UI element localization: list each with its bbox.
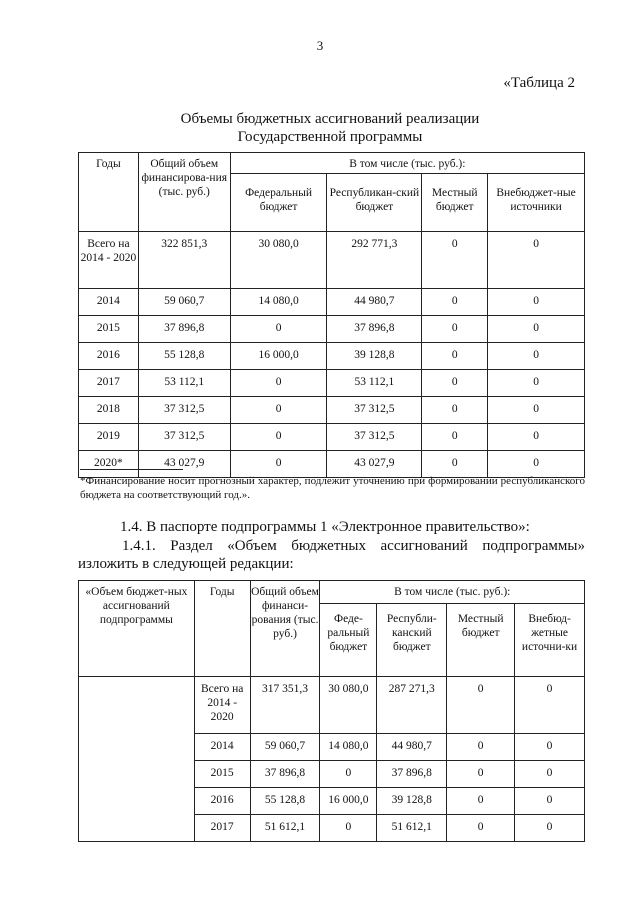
cell-federal: 0 — [230, 451, 327, 478]
cell-local: 0 — [422, 397, 488, 424]
cell-republic: 37 896,8 — [327, 316, 422, 343]
header-local: Местный бюджет — [447, 604, 515, 677]
table1-body — [79, 232, 585, 478]
header-including: В том числе (тыс. руб.): — [230, 153, 584, 174]
table-row — [79, 316, 585, 343]
cell-offbudget: 0 — [488, 397, 585, 424]
cell-total: 37 312,5 — [138, 424, 230, 451]
cell-year: 2015 — [194, 761, 250, 788]
cell-republic: 287 271,3 — [377, 677, 447, 734]
cell-local: 0 — [447, 788, 515, 815]
cell-federal: 16 000,0 — [320, 788, 377, 815]
cell-year: 2014 — [79, 289, 139, 316]
header-total: Общий объем финанси-рования (тыс. руб.) — [250, 581, 320, 677]
cell-local: 0 — [422, 370, 488, 397]
budget-table-2 — [78, 580, 585, 842]
table1-title — [130, 110, 530, 146]
cell-republic: 53 112,1 — [327, 370, 422, 397]
cell-federal: 0 — [230, 424, 327, 451]
cell-local: 0 — [447, 761, 515, 788]
section-1-4-1: 1.4.1. Раздел «Объем бюджетных ассигнований подпрограммы» изложить в следующей редакции: — [78, 538, 585, 572]
header-federal: Федеральный бюджет — [230, 174, 327, 232]
cell-year: 2014 — [194, 734, 250, 761]
header-republic: Республи-канский бюджет — [377, 604, 447, 677]
cell-republic: 44 980,7 — [327, 289, 422, 316]
cell-republic: 43 027,9 — [327, 451, 422, 478]
cell-total: 317 351,3 — [250, 677, 320, 734]
cell-total: 37 896,8 — [250, 761, 320, 788]
cell-local: 0 — [447, 815, 515, 842]
cell-offbudget: 0 — [488, 424, 585, 451]
budget-table-1 — [78, 152, 585, 478]
table-row — [79, 397, 585, 424]
cell-republic: 37 896,8 — [377, 761, 447, 788]
cell-offbudget: 0 — [515, 677, 585, 734]
header-including: В том числе (тыс. руб.): — [320, 581, 585, 604]
cell-federal: 0 — [320, 761, 377, 788]
cell-total: 37 896,8 — [138, 316, 230, 343]
cell-total: 59 060,7 — [138, 289, 230, 316]
header-total: Общий объем финансирова-ния (тыс. руб.) — [138, 153, 230, 232]
cell-federal: 0 — [230, 370, 327, 397]
cell-local: 0 — [422, 289, 488, 316]
cell-year: 2015 — [79, 316, 139, 343]
header-section: «Объем бюджет-ных ассигнований подпрограммы — [79, 581, 195, 677]
header-years: Годы — [194, 581, 250, 677]
cell-federal: 16 000,0 — [230, 343, 327, 370]
cell-republic: 51 612,1 — [377, 815, 447, 842]
cell-local: 0 — [447, 677, 515, 734]
cell-total: 53 112,1 — [138, 370, 230, 397]
header-federal: Феде-ральный бюджет — [320, 604, 377, 677]
cell-year: 2020* — [79, 451, 139, 478]
cell-year: 2016 — [194, 788, 250, 815]
cell-local: 0 — [447, 734, 515, 761]
cell-year: 2017 — [194, 815, 250, 842]
header-local: Местный бюджет — [422, 174, 488, 232]
cell-republic: 292 771,3 — [327, 232, 422, 289]
cell-federal: 30 080,0 — [320, 677, 377, 734]
cell-total: 322 851,3 — [138, 232, 230, 289]
cell-offbudget: 0 — [515, 788, 585, 815]
cell-total: 55 128,8 — [138, 343, 230, 370]
cell-local: 0 — [422, 451, 488, 478]
table1-title-line1: Объемы бюджетных ассигнований реализации — [180, 111, 480, 127]
header-offbudget: Внебюджет-ные источники — [488, 174, 585, 232]
table-row — [79, 424, 585, 451]
cell-republic: 39 128,8 — [327, 343, 422, 370]
cell-federal: 0 — [230, 316, 327, 343]
table-row — [79, 677, 585, 734]
table-reference: «Таблица 2 — [503, 75, 575, 91]
table2-body — [79, 677, 585, 842]
cell-year: 2018 — [79, 397, 139, 424]
cell-republic: 37 312,5 — [327, 424, 422, 451]
cell-federal: 0 — [230, 397, 327, 424]
table1-title-line2: Государственной программы — [237, 129, 423, 145]
page-number: 3 — [316, 38, 324, 53]
cell-year: 2019 — [79, 424, 139, 451]
cell-year: Всего на 2014 - 2020 — [194, 677, 250, 734]
cell-year: 2016 — [79, 343, 139, 370]
cell-offbudget: 0 — [488, 370, 585, 397]
cell-offbudget: 0 — [488, 316, 585, 343]
footnote-divider — [80, 469, 183, 470]
cell-offbudget: 0 — [488, 232, 585, 289]
cell-total: 55 128,8 — [250, 788, 320, 815]
cell-offbudget: 0 — [515, 734, 585, 761]
cell-offbudget: 0 — [488, 289, 585, 316]
cell-year: Всего на 2014 - 2020 — [79, 232, 139, 289]
cell-local: 0 — [422, 232, 488, 289]
cell-offbudget: 0 — [488, 451, 585, 478]
cell-federal: 14 080,0 — [230, 289, 327, 316]
cell-local: 0 — [422, 424, 488, 451]
cell-local: 0 — [422, 316, 488, 343]
cell-offbudget: 0 — [488, 343, 585, 370]
header-offbudget: Внебюд-жетные источни-ки — [515, 604, 585, 677]
cell-federal: 30 080,0 — [230, 232, 327, 289]
table-row — [79, 370, 585, 397]
cell-federal: 14 080,0 — [320, 734, 377, 761]
cell-offbudget: 0 — [515, 761, 585, 788]
cell-federal: 0 — [320, 815, 377, 842]
cell-total: 51 612,1 — [250, 815, 320, 842]
cell-republic: 44 980,7 — [377, 734, 447, 761]
cell-local: 0 — [422, 343, 488, 370]
table-row — [79, 232, 585, 289]
cell-total: 37 312,5 — [138, 397, 230, 424]
header-years: Годы — [79, 153, 139, 232]
footnote: *Финансирование носит прогнозный характер, подлежит уточнению при формировании республиканского бюджета на соответствующий год.». — [80, 475, 585, 501]
table-row — [79, 289, 585, 316]
section-1-4: 1.4. В паспорте подпрограммы 1 «Электронное правительство»: — [120, 519, 530, 535]
cell-republic: 39 128,8 — [377, 788, 447, 815]
cell-republic: 37 312,5 — [327, 397, 422, 424]
cell-offbudget: 0 — [515, 815, 585, 842]
cell-year: 2017 — [79, 370, 139, 397]
cell-total: 43 027,9 — [138, 451, 230, 478]
cell-total: 59 060,7 — [250, 734, 320, 761]
table-row — [79, 343, 585, 370]
section-label-spacer — [79, 677, 195, 842]
header-republic: Республикан-ский бюджет — [327, 174, 422, 232]
